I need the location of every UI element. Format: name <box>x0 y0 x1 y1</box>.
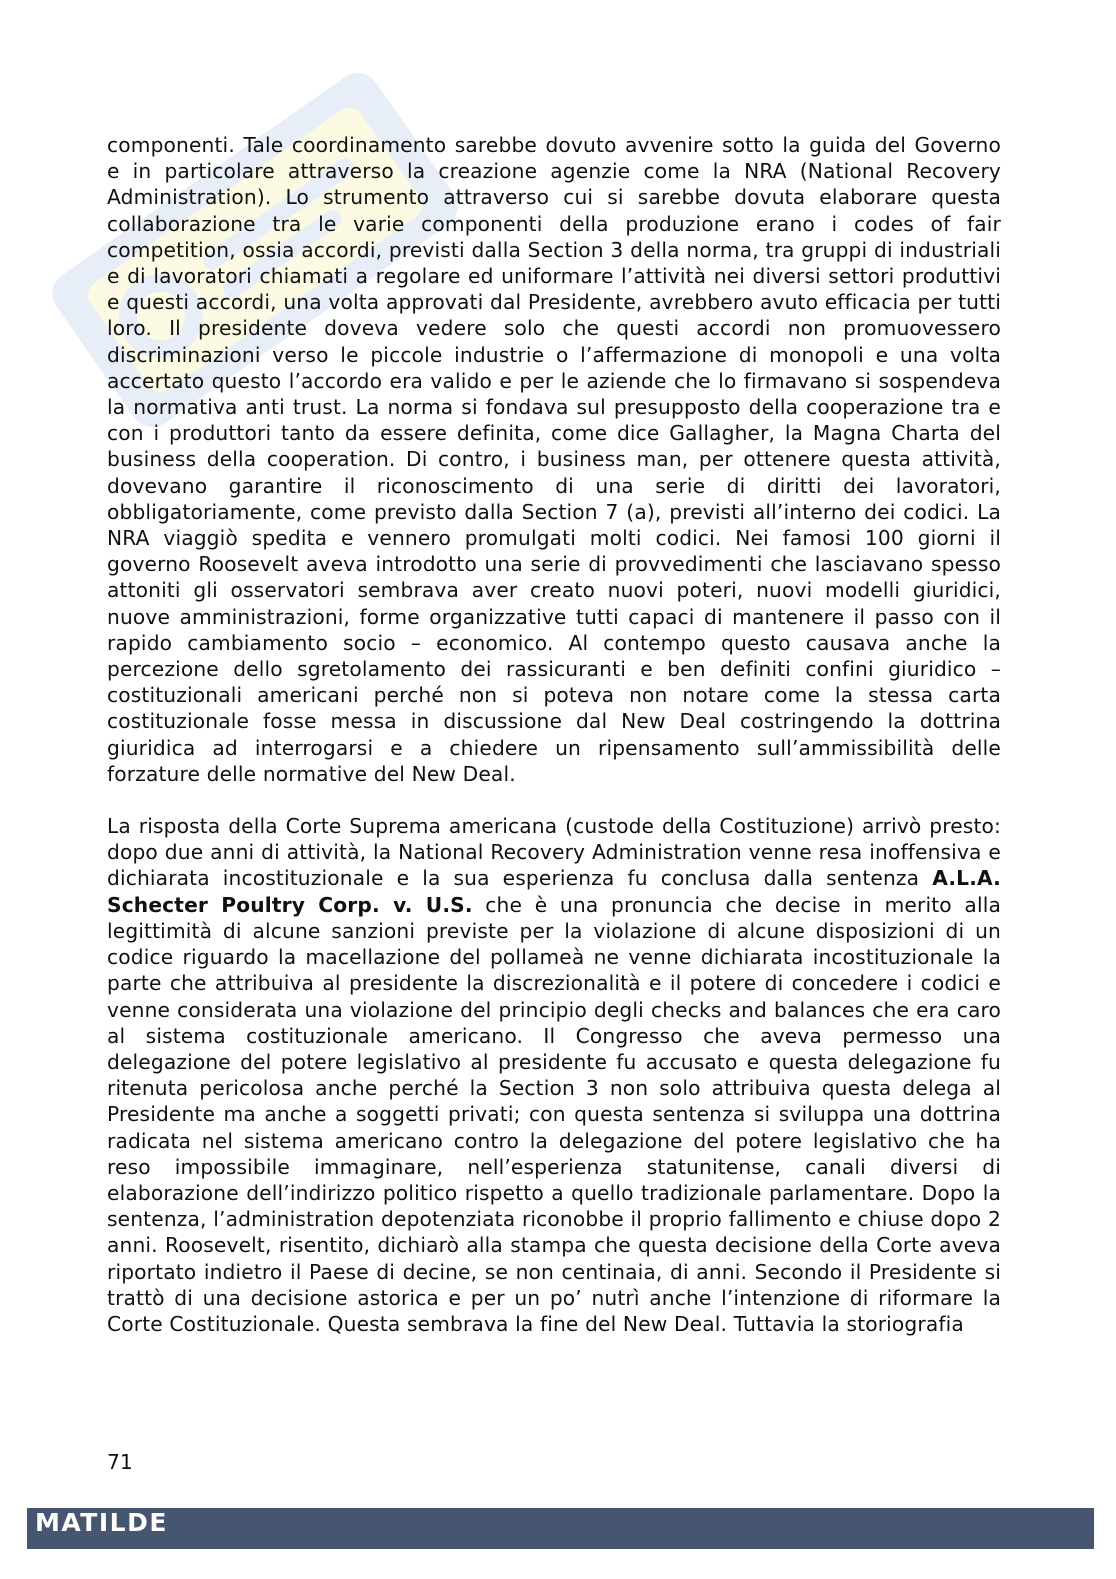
body-paragraph <box>107 813 1001 1337</box>
page-number: 71 <box>107 1450 133 1474</box>
body-paragraph: componenti. Tale coordinamento sarebbe dovuto avvenire sotto la guida del Governo e in particolare attraverso la creazione agenzie come la NRA (National Recovery Administration). Lo strumento attraverso cui si sarebbe dovuta elaborare questa collaborazione tra le varie componenti della produzione erano i codes of fair competition, ossia accordi, previsti dalla Section 3 della norma, tra gruppi di industriali e di lavoratori chiamati a regolare ed uniformare l’attività nei diversi settori produttivi e questi accordi, una volta approvati dal Presidente, avrebbero avuto efficacia per tutti loro. Il presidente doveva vedere solo che questi accordi non promuovessero discriminazioni verso le piccole industrie o l’affermazione di monopoli e una volta accertato questo l’accordo era valido e per le aziende che lo firmavano si sospendeva la normativa anti trust. La norma si fondava sul presupposto della cooperazione tra e con i produttori tanto da essere definita, come dice Gallagher, la Magna Charta del business della cooperation. Di contro, i business man, per ottenere questa attività, dovevano garantire il riconoscimento di una serie di diritti dei lavoratori, obbligatoriamente, come previsto dalla Section 7 (a), previsti all’interno dei codici. La NRA viaggiò spedita e vennero promulgati molti codici. Nei famosi 100 giorni il governo Roosevelt aveva introdotto una serie di provvedimenti che lasciavano spesso attoniti gli osservatori sembrava aver creato nuovi poteri, nuovi modelli giuridici, nuove amministrazioni, forme organizzative tutti capaci di mantenere il passo con il rapido cambiamento socio – economico. Al contempo questo causava anche la percezione dello sgretolamento dei rassicuranti e ben definiti confini giuridico – costituzionali americani perché non si poteva non notare come la stessa carta costituzionale fosse messa in discussione dal New Deal costringendo la dottrina giuridica ad interrogarsi e a chiedere un ripensamento sull’ammissibilità delle forzature delle normative del New Deal. <box>107 133 1001 786</box>
footer-bar <box>27 1508 1094 1549</box>
case-citation: A.L.A. Schecter Poultry Corp. v. U.S. <box>107 866 1001 917</box>
paragraph-text: La risposta della Corte Suprema americana (custode della Costituzione) arrivò presto: dopo due anni di attività, la National Recovery Administration venne resa inoffensiva e dichiarata incostituzionale e la sua esperienza fu conclusa dalla sentenza <box>107 814 1001 891</box>
document-body <box>107 132 1001 1337</box>
footer-brand-label: MATILDE <box>35 1508 168 1537</box>
paragraph-text: che è una pronuncia che decise in merito alla legittimità di alcune sanzioni previste per la violazione di alcune disposizioni di un codice riguardo la macellazione del pollameà ne venne dichiarata incostituzionale la parte che attribuiva al presidente la discrezionalità e il potere di concedere i codici e venne considerata una violazione del principio degli checks and balances che era caro al sistema costituzionale americano. Il Congresso che aveva permesso una delegazione del potere legislativo al presidente fu accusato e questa delegazione fu ritenuta pericolosa anche perché la Section 3 non solo attribuiva questa delega al Presidente ma anche a soggetti privati; con questa sentenza si sviluppa una dottrina radicata nel sistema americano contro la delegazione del potere legislativo che ha reso impossibile immaginare, nell’esperienza statunitense, canali diversi di elaborazione dell’indirizzo politico rispetto a quello tradizionale parlamentare. Dopo la sentenza, l’administration depotenziata riconobbe il proprio fallimento e chiuse dopo 2 anni. Roosevelt, risentito, dichiarò alla stampa che questa decisione della Corte aveva riportato indietro il Paese di decine, se non centinaia, di anni. Secondo il Presidente si trattò di una decisione astorica e per un po’ nutrì anche l’intenzione di riformare la Corte Costituzionale. Questa sembrava la fine del New Deal. Tuttavia la storiografia <box>107 892 1001 1336</box>
